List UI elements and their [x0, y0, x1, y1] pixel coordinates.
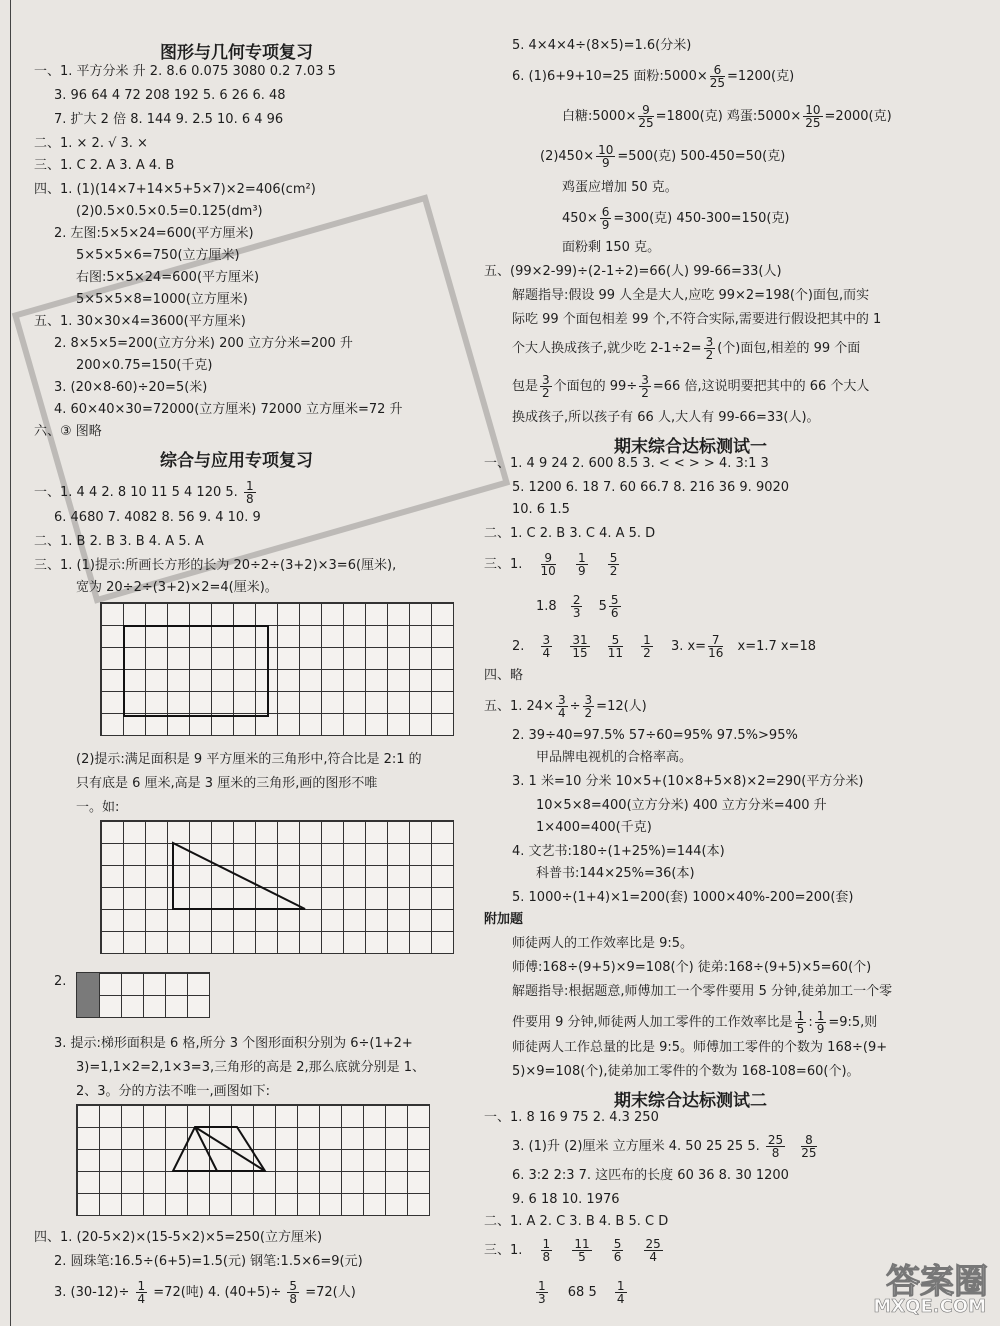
numerator: 5 [289, 1279, 298, 1293]
answer-line: 科普书:144×25%=36(本) [536, 866, 695, 881]
denominator: 11 [607, 646, 624, 660]
answer-line: 师徒两人工作总量的比是 9:5。师傅加工零件的个数为 168÷(9+ [512, 1040, 888, 1055]
answer-line: 五、(99×2-99)÷(2-1÷2)=66(人) 99-66=33(人) [484, 264, 782, 279]
fraction [541, 552, 556, 577]
answer-text: 3. (1)升 (2)厘米 立方厘米 4. 50 25 25 5. [512, 1139, 760, 1154]
numerator: 6 [710, 64, 725, 77]
answer-text: 5 [598, 599, 607, 614]
fraction [612, 1238, 624, 1263]
answer-text: : [808, 1015, 813, 1030]
numerator: 7 [708, 634, 723, 647]
grid-rectangle-figure [100, 602, 454, 736]
answer-line: 四、略 [484, 668, 524, 683]
answer-line [512, 374, 869, 399]
answer-line: 3. 96 64 4 72 208 192 5. 6 26 6. 48 [54, 88, 286, 103]
answer-line: 换成孩子,所以孩子有 66 人,大人有 99-66=33(人)。 [512, 410, 820, 425]
section-title-test-two: 期末综合达标测试二 [614, 1091, 767, 1111]
numerator: 25 [767, 1133, 784, 1147]
fraction [541, 1238, 553, 1263]
fraction [641, 634, 653, 659]
fraction [608, 634, 623, 659]
answer-line: 二、1. C 2. B 3. C 4. A 5. D [484, 526, 656, 541]
denominator: 2 [609, 564, 618, 578]
answer-text: (2)450× [540, 149, 595, 164]
denominator: 25 [638, 116, 654, 130]
answer-line: 6. 4680 7. 4082 8. 56 9. 4 10. 9 [54, 510, 261, 525]
answer-text: =2000(克) [824, 109, 892, 124]
drawn-trapezoid [77, 1105, 429, 1215]
fraction [704, 336, 716, 361]
numerator: 3 [705, 335, 714, 349]
numerator: 1 [816, 1009, 825, 1023]
answer-line: 5×5×5×6=750(立方厘米) [76, 248, 240, 263]
answer-line [512, 336, 860, 361]
answer-line: 际吃 99 个面包相差 99 个,不符合实际,需要进行假设把其中的 1 [512, 312, 882, 327]
answer-text: =1200(克) [727, 69, 795, 84]
answer-line: 解题指导:假设 99 人全是大人,应吃 99×2=198(个)面包,而实 [512, 288, 870, 303]
answer-line: 5)×9=108(个),徒弟加工零件的个数为 168-108=60(个)。 [512, 1064, 860, 1079]
watermark-logo [832, 1254, 992, 1320]
answer-line: 3. (20×8-60)÷20=5(米) [54, 380, 208, 395]
numerator: 9 [541, 552, 556, 565]
fraction [710, 64, 725, 89]
denominator: 25 [805, 116, 821, 130]
denominator: 25 [801, 1146, 817, 1160]
answer-text: 三、1. [484, 1243, 523, 1258]
answer-line [512, 1010, 877, 1035]
answer-line: 甲品牌电视机的合格率高。 [536, 750, 693, 765]
numerator: 3 [557, 693, 566, 707]
answer-line [512, 1134, 819, 1159]
answer-line: 宽为 20÷2÷(3+2)×2=4(厘米)。 [76, 580, 278, 595]
answer-text: 个大人换成孩子,就少吃 2-1÷2= [512, 341, 702, 356]
answer-line [484, 1238, 665, 1263]
denominator: 8 [245, 492, 254, 506]
fraction [540, 374, 552, 399]
denominator: 5 [578, 1250, 586, 1264]
fraction [615, 1280, 627, 1305]
answer-text: =66 倍,这说明要把其中的 66 个大人 [652, 379, 870, 394]
answer-line: 四、1. (1)(14×7+14×5+5×7)×2=406(cm²) [34, 182, 316, 197]
answer-line [534, 1280, 629, 1305]
answer-line: 200×0.75=150(千克) [76, 358, 213, 373]
answer-line [536, 594, 623, 619]
answer-line: 9. 6 18 10. 1976 [512, 1192, 620, 1207]
grid-shaded-strip [76, 972, 210, 1018]
fraction [644, 1238, 663, 1263]
answer-line: 5. 4×4×4÷(8×5)=1.6(分米) [512, 38, 692, 53]
answer-line: 7. 扩大 2 倍 8. 144 9. 2.5 10. 6 4 96 [54, 112, 284, 127]
fraction [795, 1010, 807, 1035]
denominator: 5 [796, 1022, 805, 1036]
answer-line: 二、1. A 2. C 3. B 4. B 5. C D [484, 1214, 669, 1229]
denominator: 15 [572, 646, 588, 660]
fraction [571, 594, 583, 619]
fraction [801, 1134, 816, 1159]
fraction [287, 1280, 299, 1305]
numerator: 10 [598, 143, 614, 157]
answer-line: 右图:5×5×24=600(平方厘米) [76, 270, 260, 285]
answer-line: (2)0.5×0.5×0.5=0.125(dm³) [76, 204, 263, 219]
margin-rule [10, 0, 11, 1326]
denominator: 6 [613, 1250, 622, 1264]
answer-line: 3)=1,1×2=2,1×3=3,三角形的高是 2,那么底就分别是 1、 [76, 1060, 426, 1075]
answer-text: 450× [562, 211, 598, 226]
fraction [556, 694, 568, 719]
answer-line [54, 1280, 356, 1305]
answer-line: 五、1. 30×30×4=3600(平方厘米) [34, 314, 246, 329]
watermark-url: MXQE.COM [873, 1296, 986, 1317]
answer-text: 2. [512, 639, 525, 654]
answer-line: 6. 3:2 2:3 7. 这匹布的长度 60 36 8. 30 1200 [512, 1168, 789, 1183]
answer-text: 五、1. 24× [484, 699, 554, 714]
bonus-heading: 附加题 [484, 912, 524, 927]
answer-line: 2. [54, 974, 67, 989]
answer-line [484, 694, 647, 719]
fraction [541, 634, 553, 659]
numerator: 5 [610, 593, 619, 607]
answer-line: 一、1. 4 9 24 2. 600 8.5 3. < < > > 4. 3:1 3 [484, 456, 769, 471]
numerator: 2 [572, 593, 581, 607]
fraction [583, 694, 595, 719]
numerator: 3 [641, 373, 649, 387]
answer-text: =300(克) 450-300=150(克) [613, 211, 790, 226]
answer-line: 一、1. 8 16 9 75 2. 4.3 250 [484, 1110, 659, 1125]
answer-line: 只有底是 6 厘米,高是 3 厘米的三角形,画的图形不唯 [76, 776, 378, 791]
answer-text: ÷ [569, 699, 581, 714]
fraction [600, 206, 612, 231]
answer-text: 6. (1)6+9+10=25 面粉:5000× [512, 69, 708, 84]
fraction [638, 104, 653, 129]
answer-line: 2、3。分的方法不唯一,画图如下: [76, 1084, 271, 1099]
answer-text: x=1.7 x=18 [737, 639, 817, 654]
answer-line: (2)提示:满足面积是 9 平方厘米的三角形中,符合比是 2:1 的 [76, 752, 422, 767]
numerator: 10 [805, 103, 821, 117]
denominator: 4 [557, 706, 566, 720]
denominator: 6 [610, 606, 619, 620]
numerator: 6 [601, 205, 610, 219]
answer-line: 二、1. B 2. B 3. B 4. A 5. A [34, 534, 204, 549]
answer-line: 鸡蛋应增加 50 克。 [562, 180, 678, 195]
answer-text: 三、1. [484, 557, 523, 572]
answer-text: 件要用 9 分钟,师徒两人加工零件的工作效率比是 [512, 1015, 793, 1030]
answer-line: 3. 提示:梯形面积是 6 格,所分 3 个图形面积分别为 6÷(1+2+ [54, 1036, 413, 1051]
denominator: 2 [643, 646, 651, 660]
answer-line: 师徒两人的工作效率比是 9:5。 [512, 936, 694, 951]
answer-line: 六、③ 图略 [34, 424, 102, 439]
answer-text: 包是 [512, 379, 539, 394]
numerator: 1 [796, 1009, 805, 1023]
section-title-application: 综合与应用专项复习 [160, 451, 313, 471]
answer-text: 一、1. 4 4 2. 8 10 11 5 4 120 5. [34, 485, 238, 500]
answer-line: 解题指导:根据题意,师傅加工一个零件要用 5 分钟,徒弟加工一个零 [512, 984, 893, 999]
answer-line: 三、1. C 2. A 3. A 4. B [34, 158, 175, 173]
fraction [136, 1280, 148, 1305]
fraction [803, 104, 822, 129]
denominator: 2 [542, 386, 550, 400]
fraction [596, 144, 615, 169]
numerator: 3 [584, 693, 593, 707]
denominator: 2 [584, 706, 593, 720]
numerator: 3 [542, 373, 550, 387]
numerator: 1 [137, 1279, 146, 1293]
numerator: 1 [643, 633, 651, 647]
denominator: 4 [649, 1250, 657, 1264]
fraction [608, 552, 620, 577]
fraction [639, 374, 651, 399]
section-title-geometry: 图形与几何专项复习 [160, 43, 313, 63]
numerator: 1 [577, 551, 586, 565]
answer-line: 三、1. (1)提示:所画长方形的长为 20÷2÷(3+2)×3=6(厘米), [34, 558, 397, 573]
answer-line [512, 64, 794, 89]
fraction [609, 594, 621, 619]
numerator: 8 [801, 1134, 816, 1147]
shaded-cells [77, 973, 99, 1017]
answer-text: =1800(克) 鸡蛋:5000× [655, 109, 802, 124]
denominator: 10 [540, 564, 556, 578]
answer-line: 一。如: [76, 800, 120, 815]
denominator: 25 [709, 76, 726, 90]
numerator: 1 [538, 1279, 546, 1293]
answer-line: 5. 1200 6. 18 7. 60 66.7 8. 216 36 9. 9020 [512, 480, 790, 495]
answer-text: =12(人) [596, 699, 647, 714]
answer-line [540, 144, 785, 169]
answer-text: (个)面包,相差的 99 个面 [717, 341, 861, 356]
numerator: 3 [542, 633, 551, 647]
denominator: 3 [572, 606, 581, 620]
answer-line: 4. 文艺书:180÷(1+25%)=144(本) [512, 844, 725, 859]
answer-text: =72(人) [305, 1285, 356, 1300]
answer-line: 10×5×8=400(立方分米) 400 立方分米=400 升 [536, 798, 827, 813]
grid-triangle-figure [100, 820, 454, 954]
answer-line: 3. 1 米=10 分米 10×5+(10×8+5×8)×2=290(平方分米) [512, 774, 864, 789]
answer-text: 68 5 [567, 1285, 597, 1300]
numerator: 5 [609, 551, 618, 565]
numerator: 5 [608, 634, 623, 647]
answer-text: 3. x= [670, 639, 707, 654]
answer-line: 面粉剩 150 克。 [562, 240, 661, 255]
numerator: 1 [542, 1237, 551, 1251]
answer-line: 1×400=400(千克) [536, 820, 652, 835]
answer-line [562, 104, 892, 129]
denominator: 2 [641, 386, 649, 400]
answer-line: 一、1. 平方分米 升 2. 8.6 0.075 3080 0.2 7.03 5 [34, 64, 336, 79]
fraction [815, 1010, 827, 1035]
answer-line: 10. 6 1.5 [512, 502, 570, 517]
denominator: 4 [616, 1292, 625, 1306]
denominator: 8 [289, 1292, 298, 1306]
answer-text: =500(克) 500-450=50(克) [617, 149, 786, 164]
denominator: 2 [705, 348, 714, 362]
denominator: 3 [538, 1292, 546, 1306]
fraction [572, 1238, 591, 1263]
denominator: 8 [771, 1146, 780, 1160]
answer-text: =72(吨) 4. (40+5)÷ [153, 1285, 282, 1300]
answer-text: 个面包的 99÷ [553, 379, 638, 394]
denominator: 16 [708, 646, 724, 660]
answer-line: 2. 左图:5×5×24=600(平方厘米) [54, 226, 254, 241]
answer-line: 4. 60×40×30=72000(立方厘米) 72000 立方厘米=72 升 [54, 402, 403, 417]
grid-trapezoid-figure [76, 1104, 430, 1216]
answer-text: 1.8 [536, 599, 557, 614]
fraction [570, 634, 589, 659]
denominator: 8 [542, 1250, 551, 1264]
fraction [536, 1280, 548, 1305]
answer-line: 5. 1000÷(1+4)×1=200(套) 1000×40%-200=200(套) [512, 890, 854, 905]
answer-line [484, 552, 621, 577]
answer-line [562, 206, 790, 231]
drawn-rectangle [123, 625, 269, 717]
numerator: 5 [613, 1237, 622, 1251]
answer-line [512, 634, 816, 659]
answer-text: =9:5,则 [828, 1015, 878, 1030]
denominator: 9 [601, 218, 610, 232]
numerator: 25 [645, 1237, 661, 1251]
answer-line: 2. 8×5×5=200(立方分米) 200 立方分米=200 升 [54, 336, 353, 351]
fraction [708, 634, 723, 659]
section-title-test-one: 期末综合达标测试一 [614, 437, 767, 457]
fraction [576, 552, 588, 577]
denominator: 4 [542, 646, 551, 660]
answer-line: 2. 圆珠笔:16.5÷(6+5)=1.5(元) 钢笔:1.5×6=9(元) [54, 1254, 363, 1269]
drawn-triangle [101, 821, 453, 953]
answer-text: 3. (30-12)÷ [54, 1285, 130, 1300]
answer-line: 四、1. (20-5×2)×(15-5×2)×5=250(立方厘米) [34, 1230, 323, 1245]
answer-line: 二、1. × 2. √ 3. × [34, 136, 148, 151]
numerator: 1 [245, 479, 254, 493]
answer-line: 5×5×5×8=1000(立方厘米) [76, 292, 248, 307]
denominator: 4 [137, 1292, 146, 1306]
watermark-text: 答案圈 [886, 1262, 988, 1302]
answer-line: 2. 39÷40=97.5% 57÷60=95% 97.5%>95% [512, 728, 798, 743]
denominator: 9 [577, 564, 586, 578]
answer-text: 白糖:5000× [562, 109, 637, 124]
numerator: 9 [638, 104, 653, 117]
fraction [766, 1134, 785, 1159]
numerator: 11 [574, 1237, 590, 1251]
answer-line: 师傅:168÷(9+5)×9=108(个) 徒弟:168÷(9+5)×5=60(个) [512, 960, 872, 975]
denominator: 9 [816, 1022, 825, 1036]
denominator: 9 [601, 156, 610, 170]
numerator: 1 [616, 1279, 625, 1293]
numerator: 31 [572, 633, 588, 647]
